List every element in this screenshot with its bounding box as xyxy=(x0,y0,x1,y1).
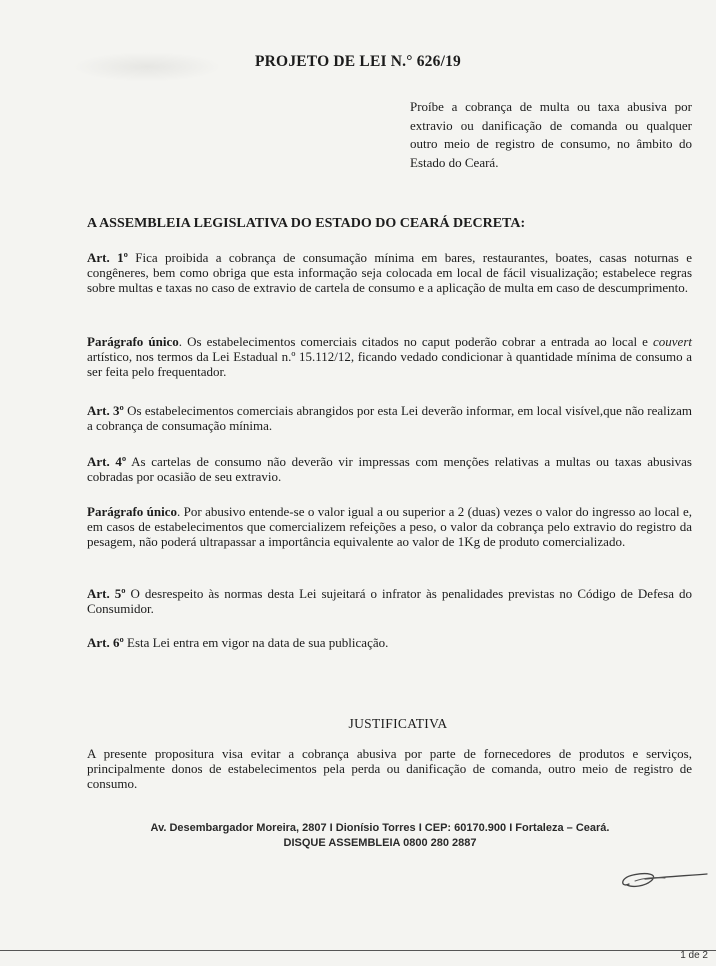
page-bottom-rule xyxy=(0,950,716,951)
article-3 xyxy=(87,403,692,433)
paragrafo-2-label: Parágrafo único xyxy=(87,504,178,519)
paragrafo-1-label: Parágrafo único xyxy=(87,334,179,349)
footer-phone: DISQUE ASSEMBLEIA 0800 280 2887 xyxy=(283,837,477,849)
article-6-label: Art. 6º xyxy=(87,635,124,650)
article-6-text: Esta Lei entra em vigor na data de sua publicação. xyxy=(123,635,389,650)
article-1 xyxy=(87,250,692,295)
article-4 xyxy=(87,454,692,484)
article-3-label: Art. 3º xyxy=(87,403,124,418)
article-1-text: Fica proibida a cobrança de consumação mínima em bares, restaurantes, boates, casas noturnas e congêneres, bem como obriga que esta informação seja colocada em local de fácil visualização; estabelece regras sobre multas e taxas no caso de extravio de cartela de consumo e a aplicação de multa em caso de descumprimento. xyxy=(87,250,692,295)
ementa-text: Proíbe a cobrança de multa ou taxa abusiva por extravio ou danificação de comanda ou qualquer outro meio de registro de consumo, no âmbito do Estado do Ceará. xyxy=(410,99,692,170)
article-5-text: O desrespeito às normas desta Lei sujeitará o infrator às penalidades previstas no Código de Defesa do Consumidor. xyxy=(87,586,693,616)
paragrafo-2-text: . Por abusivo entende-se o valor igual a ou superior a 2 (duas) vezes o valor do ingresso ao local e, em casos de estabelecimentos que comercializem refeições a peso, o valor da cobrança pelo extravio do registro da pesagem, não poderá ultrapassar a importância equivalente ao valor de 1Kg de produto comercializado. xyxy=(87,504,693,549)
article-4-text: As cartelas de consumo não deverão vir impressas com menções relativas a multas ou taxas abusivas cobradas por ocasião de seu extravio. xyxy=(87,454,692,484)
decreta-heading: A ASSEMBLEIA LEGISLATIVA DO ESTADO DO CEARÁ DECRETA: xyxy=(87,216,526,231)
article-6 xyxy=(87,635,692,650)
paragrafo-unico-1 xyxy=(87,334,692,379)
justificativa-text: A presente propositura visa evitar a cobrança abusiva por parte de fornecedores de produtos e serviços, principalmente donos de estabelecimentos pela perda ou danificação de comanda, outro meio de registro de consumo. xyxy=(87,746,692,791)
signature-mark xyxy=(615,864,710,894)
article-5 xyxy=(87,586,692,616)
article-3-text: Os estabelecimentos comerciais abrangidos por esta Lei deverão informar, em local visível,que não realizam a cobrança de consumação mínima. xyxy=(87,403,692,433)
justificativa-title: JUSTIFICATIVA xyxy=(348,716,448,731)
paragrafo-1-text-b: artístico, nos termos da Lei Estadual n.º 15.112/12, ficando vedado condicionar à quantidade mínima de consumo a ser feita pelo frequentador. xyxy=(87,349,692,379)
page-number: 1 de 2 xyxy=(680,950,708,961)
paragrafo-unico-2 xyxy=(87,504,692,549)
article-4-label: Art. 4º xyxy=(87,454,127,469)
paragrafo-1-italic: couvert xyxy=(653,334,692,349)
article-5-label: Art. 5º xyxy=(87,586,126,601)
document-title: PROJETO DE LEI N.° 626/19 xyxy=(255,53,461,70)
article-1-label: Art. 1º xyxy=(87,250,128,265)
footer-address: Av. Desembargador Moreira, 2807 I Dionísio Torres I CEP: 60170.900 I Fortaleza – Ceará. xyxy=(150,822,610,834)
paragrafo-1-text-a: . Os estabelecimentos comerciais citados no caput poderão cobrar a entrada ao local e xyxy=(178,334,654,349)
